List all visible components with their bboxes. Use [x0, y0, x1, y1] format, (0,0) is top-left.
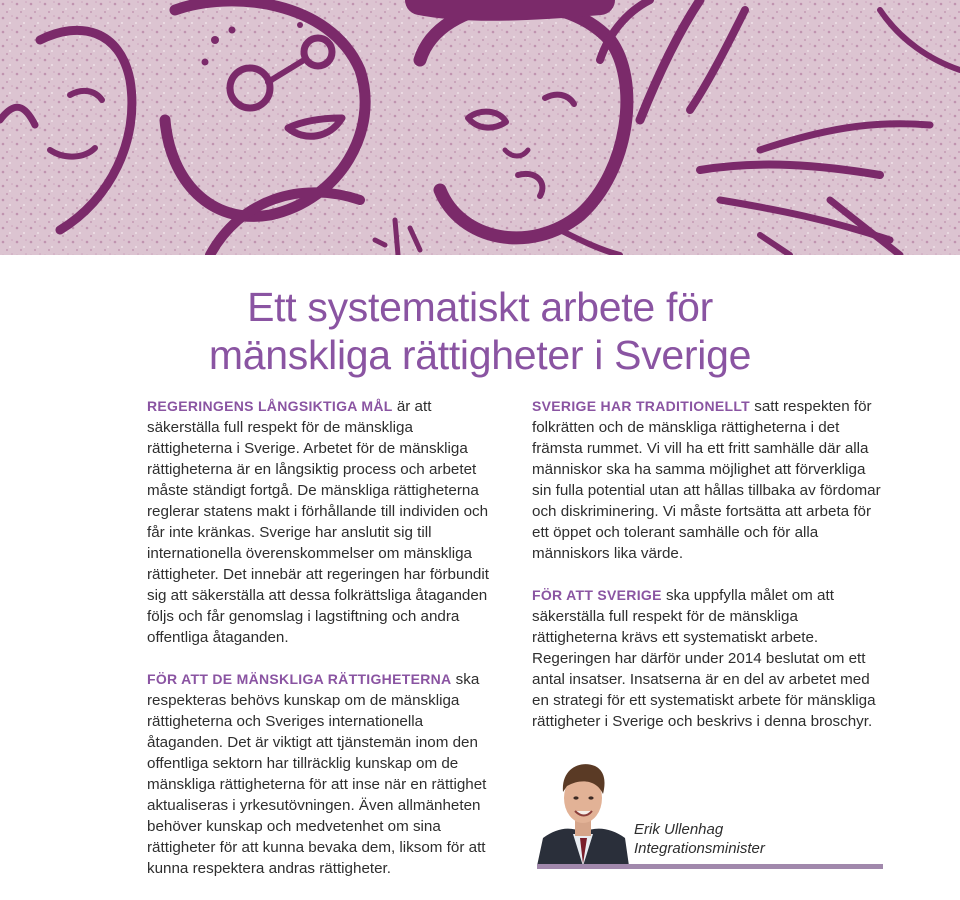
left-paragraph-2	[147, 669, 497, 879]
body-text: ska uppfylla målet om att säkerställa full respekt för de mänskliga rättigheterna krävs ett systematiskt arbete. Regeringen har därför under 2014 beslutat om ett antal insatser. Insatserna är en del av arbetet med en strategi för ett systematiskt arbete för mänskliga rättigheter i Sverige och beskrivs i denna broschyr.	[532, 587, 876, 730]
page-title	[0, 283, 960, 379]
left-paragraph-1	[147, 396, 497, 648]
signature-underline	[537, 864, 883, 869]
body-text: ska respekteras behövs kunskap om de mänskliga rättigheterna och Sveriges internationella åtaganden. Det är viktigt att tjänstemän inom den offentliga sektorn har tillräcklig kunskap om de mänskliga rättigheterna för att inse när en rättighet aktualiseras i yrkesutövningen. Även allmänheten behöver kunskap och medvetenhet om sina rättigheter för att kunna bevaka dem, liksom för att kunna respektera andras rättigheter.	[147, 671, 487, 877]
child-drawing-illustration	[0, 0, 960, 255]
title-line-1: Ett systematiskt arbete för	[247, 284, 713, 330]
lead-text: REGERINGENS LÅNGSIKTIGA MÅL	[147, 398, 393, 414]
portrait-photo	[537, 756, 629, 866]
hero-illustration	[0, 0, 960, 255]
body-text: satt respekten för folkrätten och de mänskliga rättigheterna i det främsta rummet. Vi vill ha ett fritt samhälle där alla människor ska ha samma möjlighet att förverkliga sin fulla potential utan att hållas tillbaka av fördomar och diskriminering. Vi måste fortsätta att arbeta för ett öppet och tolerant samhälle och för alla människors lika värde.	[532, 398, 881, 562]
signature-name: Erik Ullenhag	[634, 821, 724, 838]
signature-block	[634, 820, 765, 858]
right-column	[532, 396, 882, 753]
lead-text: FÖR ATT DE MÄNSKLIGA RÄTTIGHETERNA	[147, 671, 452, 687]
left-column	[147, 396, 497, 900]
lead-text: FÖR ATT SVERIGE	[532, 587, 662, 603]
right-paragraph-1	[532, 396, 882, 564]
lead-text: SVERIGE HAR TRADITIONELLT	[532, 398, 751, 414]
signature-role: Integrationsminister	[634, 840, 765, 857]
right-paragraph-2	[532, 585, 882, 732]
title-line-2: mänskliga rättigheter i Sverige	[208, 332, 752, 378]
body-text: är att säkerställa full respekt för de mänskliga rättigheterna i Sverige. Arbetet för de mänskliga rättigheterna är en långsiktig process och arbetet måste ständigt fortgå. De mänskliga rättigheterna reglerar statens makt i förhållande till individen och får inte kränkas. Sverige har anslutit sig till internationella överenskommelser om mänskliga rättigheter. Det innebär att regeringen har förbundit sig att säkerställa att dessa folkrättsliga åtaganden följs och får genomslag i lagstiftning och andra offentliga åtaganden.	[147, 398, 489, 646]
